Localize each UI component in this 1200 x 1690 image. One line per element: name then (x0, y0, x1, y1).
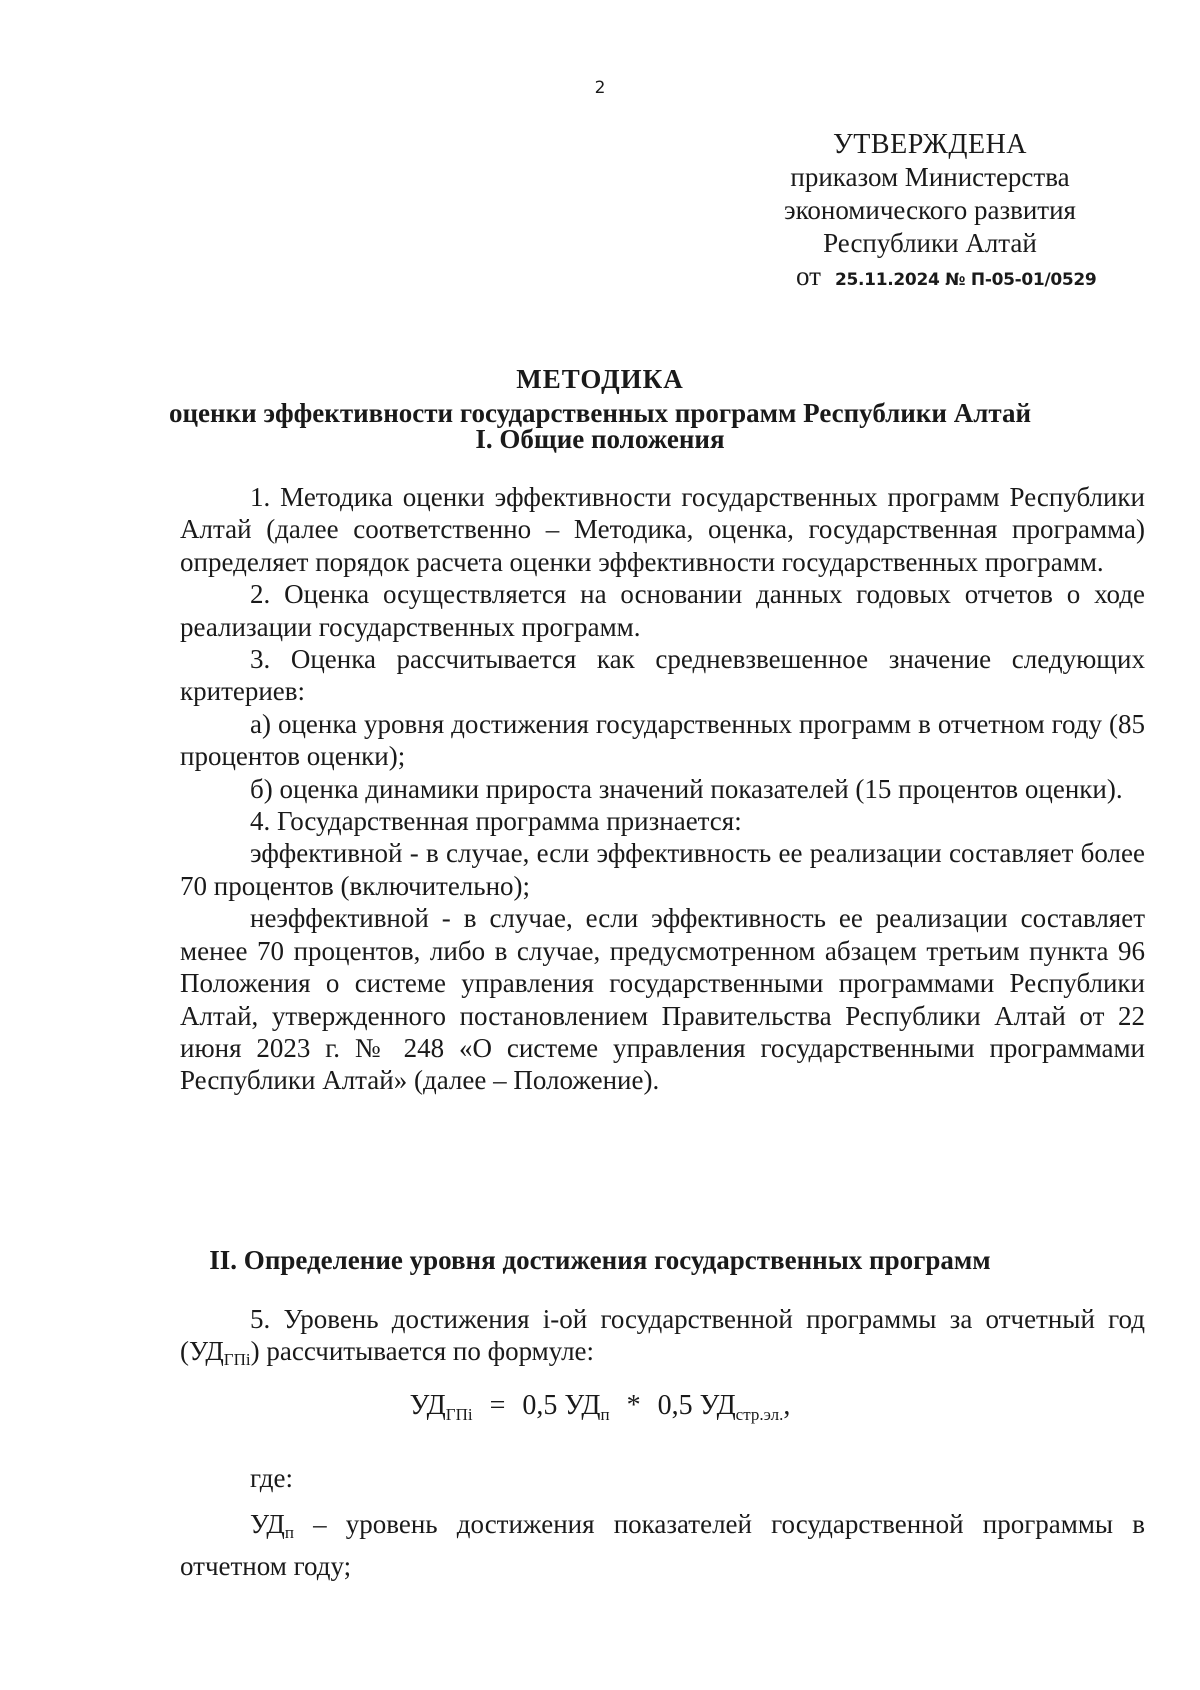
formula-lhs-subscript: ГПi (445, 1405, 473, 1424)
approval-line-1: приказом Министерства (790, 162, 1070, 192)
formula-term-2: 0,5 УД (657, 1390, 736, 1421)
title-subtitle: оценки эффективности государственных программ Республики Алтай (168, 398, 1032, 428)
paragraph-5-subscript: ГПi (223, 1350, 251, 1370)
definition-symbol: УД (250, 1509, 285, 1540)
paragraph-1: 1. Методика оценки эффективности государственных программ Республики Алтай (далее соответственно – Методика, оценка, государственная программа) определяет порядок расчета оценки эффективности государственных программ. (180, 482, 1145, 577)
section-1-body (180, 481, 1145, 1097)
section-1-heading: I. Общие положения (475, 424, 725, 454)
formula-operator: * (626, 1390, 641, 1421)
definition-ud-p (180, 1508, 1145, 1582)
definition-text: – уровень достижения показателей государственной программы в отчетном году; (180, 1509, 1145, 1581)
formula-lhs: УД (409, 1390, 446, 1421)
section-2-body (180, 1303, 1145, 1377)
document-title (0, 362, 1200, 430)
paragraph-4-ineffective: неэффективной - в случае, если эффективность ее реализации составляет менее 70 процентов, либо в случае, предусмотренном абзацем третьим пункта 96 Положения о системе управления государственными программами Республики Алтай, утвержденного постановлением Правительства Республики Алтай от 22 июня 2023 г. № 248 «О системе управления государственными программами Республики Алтай» (далее – Положение). (180, 903, 1145, 1096)
approval-line-3: Республики Алтай (823, 228, 1037, 258)
formula-term-2-subscript: стр.эл. (735, 1405, 784, 1424)
order-date-number: 25.11.2024 № П-05-01/0529 (834, 270, 1097, 290)
paragraph-3b: б) оценка динамики прироста значений показателей (15 процентов оценки). (250, 773, 1123, 804)
formula-term-1-subscript: п (600, 1405, 610, 1424)
paragraph-5-text-before: 5. Уровень достижения i-ой государственной программы за отчетный год (УД (180, 1304, 1145, 1367)
title-main: МЕТОДИКА (516, 364, 684, 394)
formula-equals: = (489, 1390, 506, 1421)
formula-trailing: , (783, 1390, 791, 1421)
paragraph-3a: а) оценка уровня достижения государственных программ в отчетном году (85 процентов оценки); (180, 708, 1145, 772)
page-number: 2 (594, 78, 606, 98)
approval-stamp (720, 128, 1140, 297)
paragraph-5 (180, 1303, 1145, 1377)
approved-label: УТВЕРЖДЕНА (832, 129, 1028, 160)
paragraph-3: 3. Оценка рассчитывается как средневзвешенное значение следующих критериев: (180, 644, 1145, 707)
order-from-label: от (796, 261, 821, 291)
section-2-heading: II. Определение уровня достижения государственных программ (209, 1245, 991, 1275)
formula (0, 1390, 1200, 1425)
definitions (180, 1462, 1145, 1582)
order-line (720, 260, 1140, 297)
paragraph-5-text-after: ) рассчитывается по формуле: (250, 1336, 595, 1367)
formula-term-1: 0,5 УД (522, 1390, 601, 1421)
where-label: где: (250, 1463, 293, 1493)
paragraph-4: 4. Государственная программа признается: (250, 806, 742, 837)
approval-line-2: экономического развития (784, 195, 1076, 225)
paragraph-2: 2. Оценка осуществляется на основании данных годовых отчетов о ходе реализации государственных программ. (180, 579, 1145, 642)
definition-subscript: п (284, 1523, 294, 1543)
paragraph-4-effective: эффективной - в случае, если эффективность ее реализации составляет более 70 процентов (включительно); (180, 838, 1145, 901)
